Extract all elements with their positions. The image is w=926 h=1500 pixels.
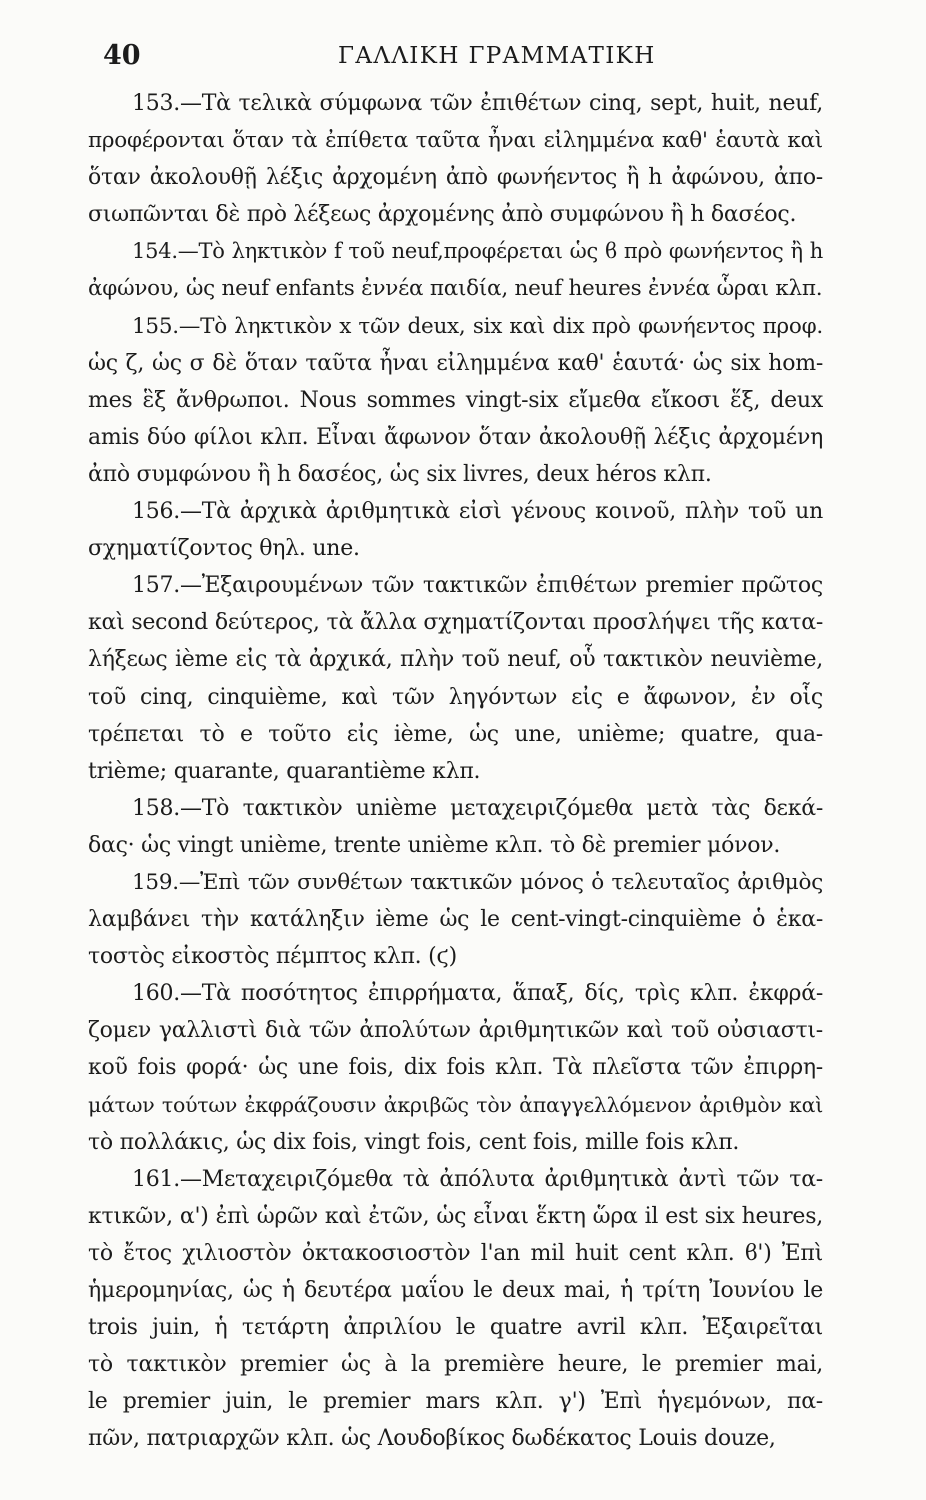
paragraph-160 [88,975,823,1160]
text-line: λαμβάνει τὴν κατάληξιν ième ὡς le cent-vingt-cinquième ὁ ἑκα- [88,907,823,933]
text-line: 155.—Τὸ ληκτικὸν x τῶν deux, six καὶ dix πρὸ φωνήεντος προφ. [132,313,823,339]
text-line: κτικῶν, α') ἐπὶ ὡρῶν καὶ ἐτῶν, ὡς εἶναι ἕκτη ὥρα il est six heures, [88,1203,823,1229]
text-line: ζομεν γαλλιστὶ διὰ τῶν ἀπολύτων ἀριθμητικῶν καὶ τοῦ οὐσιαστι- [88,1018,823,1044]
text-line: τρέπεται τὸ e τοῦτο εἰς ième, ὡς une, unième; quatre, qua- [88,721,823,747]
text-line: amis δύο φίλοι κλπ. Εἶναι ἄφωνον ὅταν ἀκολουθῇ λέξις ἀρχομένη [88,424,823,450]
page-header [103,40,816,80]
text-line: λήξεως ième εἰς τὰ ἀρχικά, πλὴν τοῦ neuf, οὗ τακτικὸν neuvième, [88,647,823,673]
text-line: ἀφώνου, ὡς neuf enfants ἐννέα παιδία, neuf heures ἐννέα ὧραι κλπ. [88,276,823,302]
text-line: προφέρονται ὅταν τὰ ἐπίθετα ταῦτα ἦναι εἰλημμένα καθ' ἑαυτὰ καὶ [88,128,823,154]
text-line: σχηματίζοντος θηλ. une. [88,536,360,562]
text-line: κοῦ fois φορά· ὡς une fois, dix fois κλπ. Τὰ πλεῖστα τῶν ἐπιρρη- [88,1055,823,1081]
paragraph-158 [88,790,823,864]
text-line: τοῦ cinq, cinquième, καὶ τῶν ληγόντων εἰς e ἄφωνον, ἐν οἷς [88,684,823,710]
text-line: 153.—Τὰ τελικὰ σύμφωνα τῶν ἐπιθέτων cinq, sept, huit, neuf, [132,91,823,116]
paragraph-157 [88,567,823,790]
text-line: 161.—Μεταχειριζόμεθα τὰ ἀπόλυτα ἀριθμητικὰ ἀντὶ τῶν τα- [132,1166,823,1192]
text-line: τὸ ἔτος χιλιοστὸν ὀκτακοσιοστὸν l'an mil huit cent κλπ. ϐ') Ἐπὶ [88,1240,823,1266]
text-line: ἀπὸ συμφώνου ἢ h δασέος, ὡς six livres, deux héros κλπ. [88,461,712,487]
text-line: τὸ πολλάκις, ὡς dix fois, vingt fois, cent fois, mille fois κλπ. [88,1129,740,1155]
text-line: 159.—Ἐπὶ τῶν συνθέτων τακτικῶν μόνος ὁ τελευταῖος ἀριθμὸς [132,869,823,895]
paragraph-159 [88,864,823,975]
text-line: ἡμερομηνίας, ὡς ἡ δευτέρα μαΐου le deux mai, ἡ τρίτη Ἰουνίου le [88,1278,823,1303]
text-line: δας· ὡς vingt unième, trente unième κλπ. τὸ δὲ premier μόνον. [88,832,781,858]
text-line: 158.—Τὸ τακτικὸν unième μεταχειριζόμεθα μετὰ τὰς δεκά- [132,795,823,821]
text-line: 157.—Ἐξαιρουμένων τῶν τακτικῶν ἐπιθέτων premier πρῶτος [132,573,823,599]
page-number: 40 [103,40,141,71]
text-line: 160.—Τὰ ποσότητος ἐπιρρήματα, ἅπαξ, δίς, τρὶς κλπ. ἐκφρά- [132,981,823,1007]
text-line: 154.—Τὸ ληκτικὸν f τοῦ neuf,προφέρεται ὡς ϐ πρὸ φωνήεντος ἢ h [132,239,823,264]
running-title: ΓΑΛΛΙΚΗ ΓΡΑΜΜΑΤΙΚΗ [338,43,656,69]
text-line: mes ἓξ ἄνθρωποι. Nous sommes vingt-six εἴμεθα εἴκοσι ἕξ, deux [88,387,823,413]
text-line: μάτων τούτων ἐκφράζουσιν ἀκριβῶς τὸν ἀπαγγελλόμενον ἀριθμὸν καὶ [88,1092,823,1117]
paragraph-153 [88,85,823,233]
text-line: ὡς ζ, ὡς σ δὲ ὅταν ταῦτα ἦναι εἰλημμένα καθ' ἑαυτά· ὡς six hom- [88,350,823,376]
paragraph-161 [88,1161,823,1458]
text-line: τὸ τακτικὸν premier ὡς à la première heure, le premier mai, [88,1352,823,1378]
paragraph-156 [88,493,823,567]
page-body [88,85,823,1457]
text-line: 156.—Τὰ ἀρχικὰ ἀριθμητικὰ εἰσὶ γένους κοινοῦ, πλὴν τοῦ un [132,499,823,525]
text-line: πῶν, πατριαρχῶν κλπ. ὡς Λουδοβίκος δωδέκατος Louis douze, [88,1426,776,1452]
text-line: καὶ second δεύτερος, τὰ ἄλλα σχηματίζονται προσλήψει τῆς κατα- [88,610,823,636]
paragraph-155 [88,308,823,493]
text-line: ὅταν ἀκολουθῇ λέξις ἀρχομένη ἀπὸ φωνήεντος ἢ h ἀφώνου, ἀπο- [88,165,823,191]
paragraph-154 [88,233,823,307]
text-line: trième; quarante, quarantième κλπ. [88,758,481,784]
text-line: le premier juin, le premier mars κλπ. γ') Ἐπὶ ἡγεμόνων, πα- [88,1389,823,1415]
text-line: trois juin, ἡ τετάρτη ἀπριλίου le quatre avril κλπ. Ἐξαιρεῖται [88,1315,823,1341]
text-line: τοστὸς εἰκοστὸς πέμπτος κλπ. (ϛ) [88,944,457,970]
text-line: σιωπῶνται δὲ πρὸ λέξεως ἀρχομένης ἀπὸ συμφώνου ἢ h δασέος. [88,202,797,228]
